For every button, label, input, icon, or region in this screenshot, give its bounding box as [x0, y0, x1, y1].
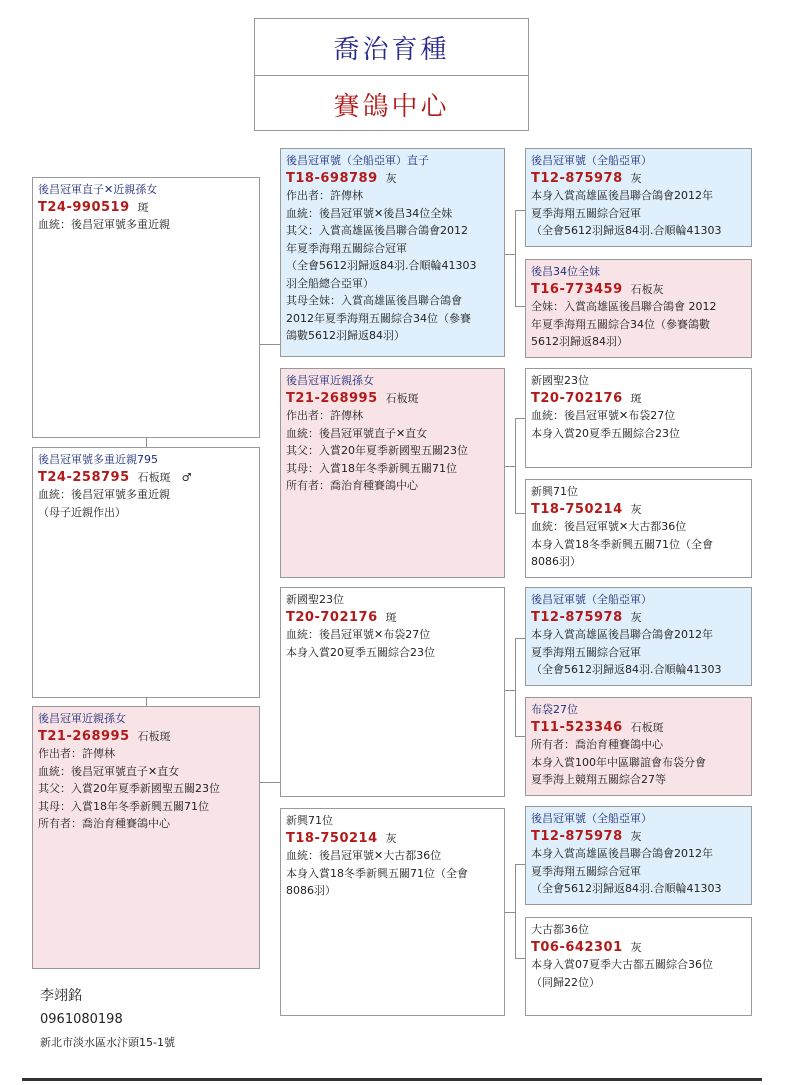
bird-name: 後昌冠軍近親孫女 — [286, 374, 374, 387]
bird-color: 石板斑 — [137, 729, 171, 743]
connector — [515, 418, 525, 419]
bird-name: 後昌冠軍號（全船亞軍） — [531, 812, 652, 825]
connector — [515, 638, 516, 736]
connector — [146, 698, 147, 706]
connector — [515, 418, 516, 513]
loft-name: 喬治育種 — [255, 19, 528, 76]
ring-number: T06-642301 — [531, 939, 623, 955]
connector — [515, 864, 525, 865]
detail-line: （全會5612羽歸返84羽.合順輪41303 — [286, 259, 477, 272]
detail-line: 本身入賞20夏季五關綜合23位 — [531, 426, 680, 440]
ring-number: T12-875978 — [531, 828, 623, 844]
connector — [146, 437, 147, 447]
detail-line: 本身入賞高雄區後昌聯合鴿會2012年 — [531, 628, 713, 641]
pedigree-card-dam — [280, 368, 505, 578]
detail-line: 本身入賞高雄區後昌聯合鴿會2012年 — [531, 847, 713, 860]
loft-subtitle: 賽鴿中心 — [333, 91, 450, 122]
bird-color: 石板灰 — [630, 282, 664, 296]
ring-number: T24-258795 — [38, 469, 130, 485]
connector — [505, 690, 515, 691]
detail-line: （全會5612羽歸返84羽.合順輪41303 — [531, 224, 722, 237]
bird-color: 石板斑 — [630, 720, 664, 734]
detail-line: 血統：後昌冠軍號✕大古都36位 — [531, 520, 687, 533]
pedigree-card-ggs-4 — [525, 806, 752, 905]
pedigree-card-sire — [280, 148, 505, 357]
ring-number: T20-702176 — [531, 390, 623, 406]
pedigree-card-ggd-1 — [525, 259, 752, 358]
detail-line: 5612羽歸返84羽） — [531, 335, 628, 348]
bottom-divider — [22, 1078, 762, 1081]
bird-color: 灰 — [385, 171, 397, 185]
detail-line: 本身入賞20夏季五關綜合23位 — [286, 645, 435, 659]
detail-line: 其母：入賞18年冬季新興五關71位 — [286, 461, 457, 475]
owner-name: 李翊銘 — [40, 988, 82, 1004]
detail-line: 所有者：喬治育種賽鴿中心 — [286, 479, 418, 492]
bird-color: 灰 — [630, 829, 642, 843]
bird-color: 石板斑 ♂ — [137, 470, 192, 484]
bird-name: 後昌34位全妹 — [531, 265, 600, 278]
detail-line: 其父：入賞高雄區後昌聯合鴿會2012 — [286, 224, 468, 237]
detail-line: 血統：後昌冠軍號✕大古都36位 — [286, 849, 442, 862]
ring-number: T21-268995 — [286, 390, 378, 406]
detail-line: 本身入賞18冬季新興五關71位（全會 — [286, 866, 468, 880]
detail-line: 血統：後昌冠軍號多重近親 — [38, 488, 170, 501]
bird-color: 灰 — [385, 831, 397, 845]
detail-line: 羽全船總合亞軍） — [286, 276, 374, 290]
detail-line: 本身入賞高雄區後昌聯合鴿會2012年 — [531, 189, 713, 202]
detail-line: 血統：後昌冠軍號多重近親 — [38, 218, 170, 231]
detail-line: 血統：後昌冠軍號✕布袋27位 — [531, 409, 676, 422]
detail-line: 本身入賞18冬季新興五關71位（全會 — [531, 537, 713, 551]
bird-color: 石板斑 — [385, 391, 419, 405]
bird-name: 新國聖23位 — [286, 593, 344, 606]
bird-name: 大古都36位 — [531, 923, 589, 936]
detail-line: 所有者：喬治育種賽鴿中心 — [531, 738, 663, 751]
pedigree-card-ggs-3 — [525, 587, 752, 686]
bird-color: 灰 — [630, 502, 642, 516]
ring-number: T16-773459 — [531, 281, 623, 297]
ring-number: T12-875978 — [531, 170, 623, 186]
detail-line: 夏季海翔五關綜合冠軍 — [531, 206, 641, 220]
detail-line: 其父：入賞20年夏季新國聖五關23位 — [286, 444, 468, 457]
detail-line: （全會5612羽歸返84羽.合順輪41303 — [531, 882, 722, 895]
connector — [260, 344, 280, 345]
pedigree-card-ggd-4 — [525, 917, 752, 1016]
pedigree-card-subject-top — [32, 177, 260, 438]
bird-color: 斑 — [385, 610, 397, 624]
connector — [505, 254, 515, 255]
bird-name: 後昌冠軍號多重近親795 — [38, 453, 158, 466]
pedigree-card-ggd-2 — [525, 479, 752, 578]
header-title-box — [254, 18, 529, 131]
detail-line: 全妹：入賞高雄區後昌聯合鴿會 2012 — [531, 300, 717, 313]
connector — [515, 210, 525, 211]
detail-line: 其母：入賞18年冬季新興五關71位 — [38, 799, 209, 813]
detail-line: 年夏季海翔五關綜合冠軍 — [286, 241, 407, 255]
ring-number: T24-990519 — [38, 199, 130, 215]
detail-line: （全會5612羽歸返84羽.合順輪41303 — [531, 663, 722, 676]
bird-color: 灰 — [630, 171, 642, 185]
bird-name: 後昌冠軍近親孫女 — [38, 712, 126, 725]
connector — [505, 466, 515, 467]
detail-line: 本身入賞100年中區聯誼會布袋分會 — [531, 755, 706, 769]
detail-line: 其母全妹：入賞高雄區後昌聯合鴿會 — [286, 294, 462, 307]
detail-line: （同歸22位） — [531, 975, 600, 989]
connector — [515, 513, 525, 514]
pedigree-card-dam-2 — [280, 808, 505, 1016]
detail-line: 8086羽） — [531, 555, 581, 568]
connector — [515, 958, 525, 959]
detail-line: 年夏季海翔五關綜合34位（參賽鴿數 — [531, 317, 710, 331]
bird-name: 新興71位 — [531, 485, 578, 498]
detail-line: 鴿數5612羽歸返84羽） — [286, 329, 405, 342]
bird-name: 後昌冠軍號（全船亞軍） — [531, 154, 652, 167]
pedigree-card-ggs-1 — [525, 148, 752, 247]
ring-number: T12-875978 — [531, 609, 623, 625]
detail-line: 作出者：許傳林 — [286, 409, 363, 422]
connector — [260, 782, 280, 783]
detail-line: 其父：入賞20年夏季新國聖五關23位 — [38, 782, 220, 795]
bird-name: 後昌冠軍直子✕近親孫女 — [38, 183, 158, 196]
bird-color: 斑 — [630, 391, 642, 405]
ring-number: T18-750214 — [531, 501, 623, 517]
bird-color: 灰 — [630, 940, 642, 954]
detail-line: 8086羽） — [286, 884, 336, 897]
connector — [515, 864, 516, 958]
detail-line: 血統：後昌冠軍號直子✕直女 — [286, 426, 428, 440]
ring-number: T18-698789 — [286, 170, 378, 186]
detail-line: 2012年夏季海翔五關綜合34位（參賽 — [286, 311, 471, 325]
detail-line: 夏季海翔五關綜合冠軍 — [531, 864, 641, 878]
pedigree-card-sire-2 — [280, 587, 505, 797]
detail-line: 所有者：喬治育種賽鴿中心 — [38, 817, 170, 830]
ring-number: T18-750214 — [286, 830, 378, 846]
detail-line: 本身入賞07夏季大古都五關綜合36位 — [531, 958, 713, 971]
bird-name: 新國聖23位 — [531, 374, 589, 387]
bird-name: 後昌冠軍號（全船亞軍）直子 — [286, 154, 429, 167]
ring-number: T21-268995 — [38, 728, 130, 744]
bird-name: 布袋27位 — [531, 703, 578, 716]
bird-color: 灰 — [630, 610, 642, 624]
detail-line: 夏季海上競翔五關綜合27等 — [531, 773, 666, 786]
connector — [515, 210, 516, 306]
phone-number: 0961080198 — [40, 1012, 123, 1027]
detail-line: 作出者：許傳林 — [38, 747, 115, 760]
detail-line: （母子近親作出） — [38, 505, 126, 519]
detail-line: 血統：後昌冠軍號✕布袋27位 — [286, 628, 431, 641]
ring-number: T11-523346 — [531, 719, 623, 735]
connector — [515, 306, 525, 307]
ring-number: T20-702176 — [286, 609, 378, 625]
bird-name: 新興71位 — [286, 814, 333, 827]
connector — [515, 736, 525, 737]
pedigree-card-subject-mid — [32, 447, 260, 698]
detail-line: 血統：後昌冠軍號直子✕直女 — [38, 764, 180, 778]
detail-line: 夏季海翔五關綜合冠軍 — [531, 645, 641, 659]
address: 新北市淡水區水汴頭15-1號 — [40, 1036, 175, 1049]
detail-line: 血統：後昌冠軍號✕後昌34位全妹 — [286, 206, 453, 220]
connector — [505, 912, 515, 913]
connector — [515, 638, 525, 639]
pedigree-card-ggd-3 — [525, 697, 752, 796]
pedigree-card-subject-bottom — [32, 706, 260, 969]
bird-color: 斑 — [137, 200, 149, 214]
detail-line: 作出者：許傳林 — [286, 189, 363, 202]
bird-name: 後昌冠軍號（全船亞軍） — [531, 593, 652, 606]
contact-block — [40, 985, 175, 1054]
pedigree-card-ggs-2 — [525, 368, 752, 468]
